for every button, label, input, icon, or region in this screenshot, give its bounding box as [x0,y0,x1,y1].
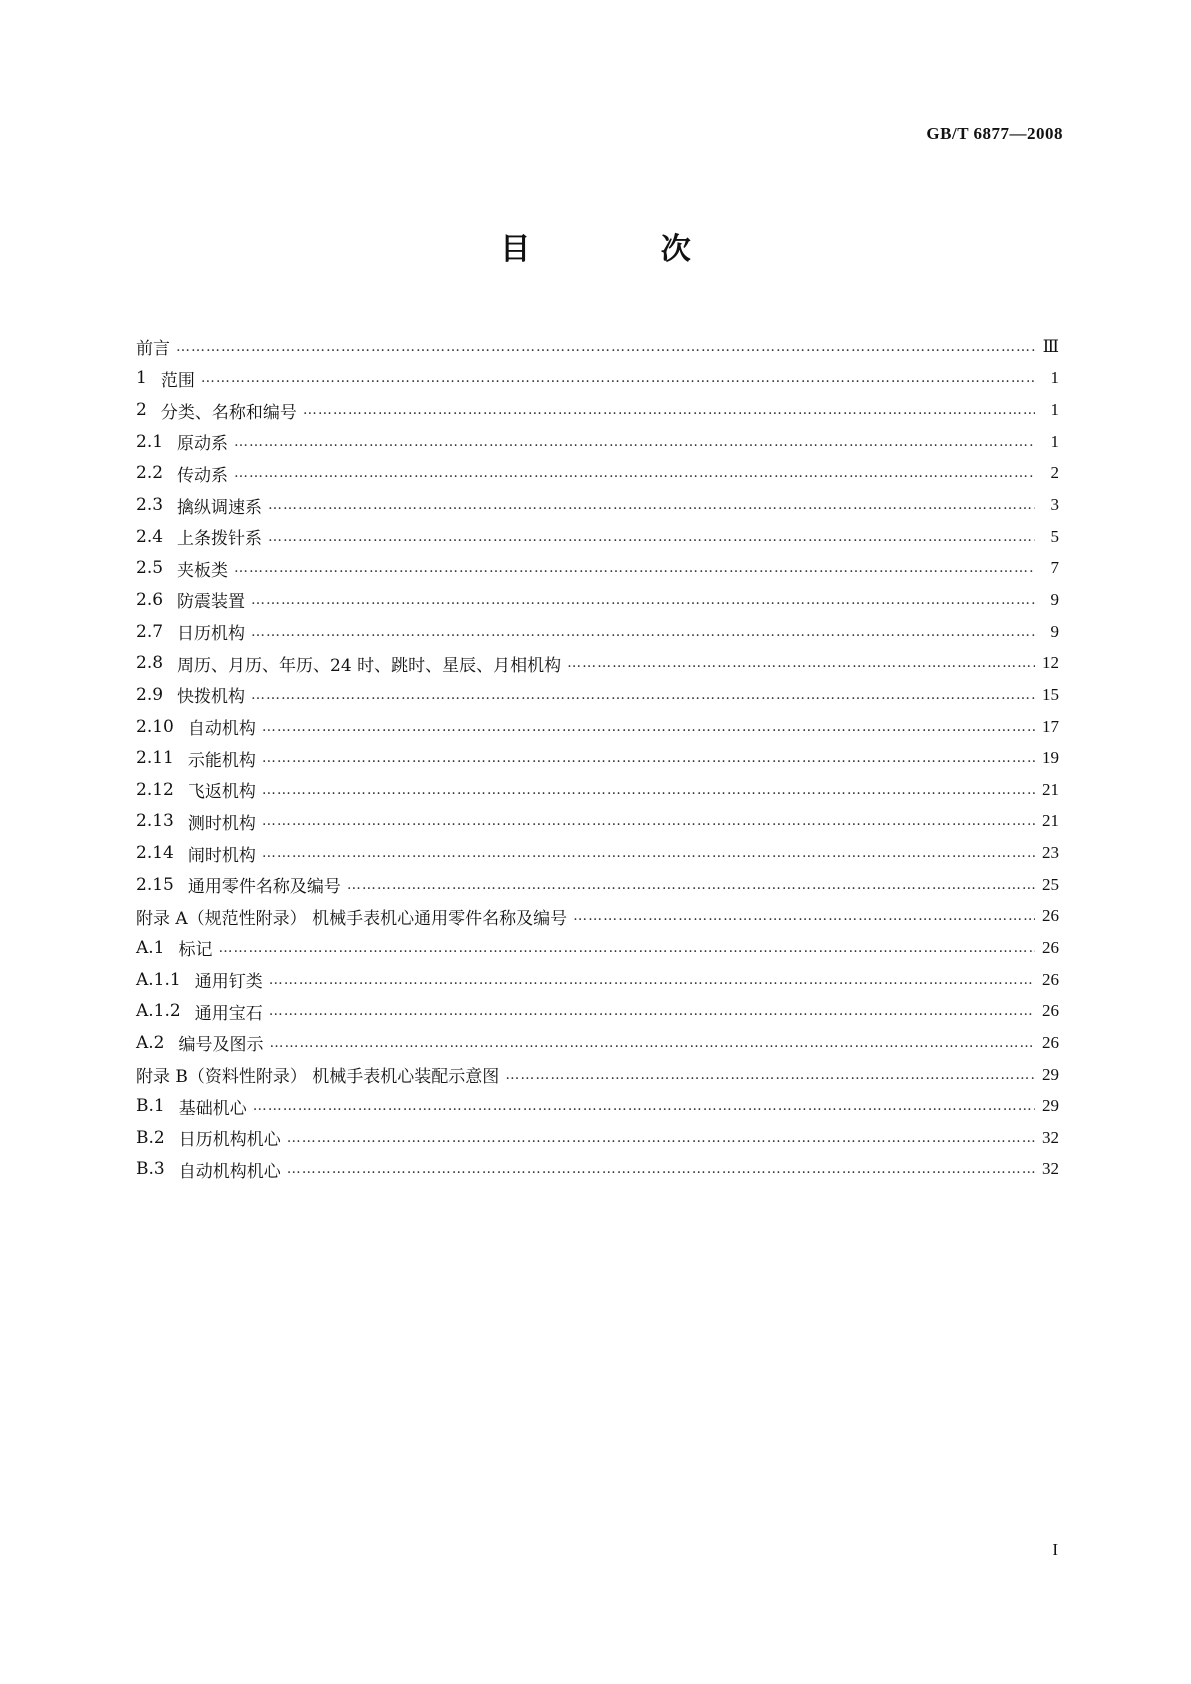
toc-dot-leader [287,1130,1035,1146]
toc-entry-number: B.1 [136,1096,165,1117]
page-number: I [1052,1540,1058,1559]
toc-entry-number: 2.10 [136,716,174,737]
toc-dot-leader [262,719,1035,735]
toc-entry[interactable] [136,363,1059,395]
toc-entry-page: 5 [1050,526,1059,546]
toc-dot-leader [505,1067,1035,1083]
toc-entry-page: 26 [1042,937,1059,957]
toc-dot-leader [176,339,1035,355]
toc-entry-number: 2.6 [136,589,164,610]
toc-entry-title: 通用钉类 [194,972,263,993]
toc-entry-page: 2 [1050,463,1059,483]
toc-entry[interactable] [136,901,1059,933]
toc-entry[interactable] [136,458,1059,490]
toc-entry[interactable] [136,616,1059,648]
toc-entry-title: 飞返机构 [187,782,256,803]
toc-entry-number: 2.1 [136,431,164,452]
toc-entry-number: 2.2 [136,463,164,484]
toc-entry-number: 2 [136,400,147,421]
toc-dot-leader [269,1003,1035,1019]
toc-entry-page: 29 [1042,1096,1059,1116]
toc-entry[interactable] [136,742,1059,774]
toc-entry-title: 通用零件名称及编号 [187,877,341,898]
toc-entry-page: 17 [1042,716,1059,736]
toc-entry[interactable] [136,1027,1059,1059]
standard-number: GB/T 6877—2008 [926,124,1063,143]
toc-entry-number: A.2 [136,1032,165,1053]
toc-entry-number: 2.14 [136,843,174,864]
toc-entry[interactable] [136,869,1059,901]
toc-entry-page: 19 [1042,748,1059,768]
toc-entry[interactable] [136,489,1059,521]
toc-entry[interactable] [136,1059,1059,1091]
toc-entry-title: 测时机构 [187,813,256,834]
toc-entry-page: 9 [1050,589,1059,609]
toc-entry[interactable] [136,995,1059,1027]
toc-entry-number: A.1 [136,937,165,958]
toc-entry-page: 9 [1050,621,1059,641]
toc-entry-title: 基础机心 [178,1098,247,1119]
toc-dot-leader [219,940,1036,956]
toc-entry-title: 附录 B（资料性附录） 机械手表机心装配示意图 [136,1067,500,1088]
toc-dot-leader [262,813,1035,829]
toc-dot-leader [262,782,1035,798]
toc-entry[interactable] [136,711,1059,743]
toc-dot-leader [262,845,1035,861]
toc-entry-page: 7 [1050,558,1059,578]
toc-entry-page: 21 [1042,811,1059,831]
toc-entry-page: 12 [1042,653,1059,673]
toc-entry-number: 2.5 [136,558,164,579]
toc-entry-number: 2.12 [136,779,174,800]
toc-entry-title: 擒纵调速系 [177,497,263,518]
toc-entry-number: 2.13 [136,811,174,832]
toc-entry[interactable] [136,552,1059,584]
toc-dot-leader [287,1161,1035,1177]
toc-entry-page: 26 [1042,906,1059,926]
toc-entry-title: 前言 [136,339,170,360]
toc-entry-title: 防震装置 [177,592,246,613]
toc-dot-leader [262,750,1035,766]
toc-entry-page: 1 [1050,368,1059,388]
toc-entry-number: 2.8 [136,653,164,674]
toc-dot-leader [270,1035,1036,1051]
toc-entry-number: A.1.1 [136,969,181,990]
toc-entry-title: 自动机构机心 [178,1161,281,1182]
toc-dot-leader [234,465,1035,481]
toc-entry-title: 附录 A（规范性附录） 机械手表机心通用零件名称及编号 [136,908,568,929]
toc-dot-leader [268,529,1035,545]
toc-dot-leader [268,497,1035,513]
toc-dot-leader [234,560,1035,576]
toc-entry-number: 2.15 [136,874,174,895]
toc-entry-title: 夹板类 [177,560,229,581]
toc-entry-title: 通用宝石 [194,1003,263,1024]
toc-entry[interactable] [136,426,1059,458]
toc-entry-title: 周历、月历、年历、24 时、跳时、星辰、月相机构 [177,655,562,676]
toc-entry[interactable] [136,1122,1059,1154]
toc-entry-title: 传动系 [177,465,229,486]
toc-entry-title: 快拨机构 [177,687,246,708]
toc-dot-leader [251,687,1035,703]
toc-entry-title: 标记 [178,940,213,961]
toc-entry-page: 25 [1042,874,1059,894]
toc-entry-page: 15 [1042,684,1059,704]
toc-dot-leader [234,434,1035,450]
toc-entry-title: 日历机构 [177,624,246,645]
toc-entry[interactable] [136,331,1059,363]
toc-entry[interactable] [136,647,1059,679]
toc-entry-page: 32 [1042,1127,1059,1147]
toc-entry-number: 2.11 [136,748,174,769]
toc-entry-title: 示能机构 [187,750,256,771]
toc-entry-page: Ⅲ [1042,336,1059,356]
toc-dot-leader [573,908,1035,924]
toc-entry-title: 范围 [160,370,195,391]
toc-entry-number: B.2 [136,1127,165,1148]
toc-entry-page: 1 [1050,400,1059,420]
toc-entry-page: 26 [1042,969,1059,989]
toc-entry-number: 1 [136,368,147,389]
toc-entry[interactable] [136,1090,1059,1122]
toc-entry[interactable] [136,964,1059,996]
toc-dot-leader [201,370,1035,386]
toc-entry-page: 32 [1042,1159,1059,1179]
toc-entry[interactable] [136,837,1059,869]
toc-entry-page: 21 [1042,779,1059,799]
toc-entry[interactable] [136,1154,1059,1186]
toc-entry-page: 26 [1042,1001,1059,1021]
toc-entry-title: 原动系 [177,434,229,455]
toc-entry-number: A.1.2 [136,1001,181,1022]
toc-entry-title: 闹时机构 [187,845,256,866]
page-title: 目 次 [500,232,751,267]
toc-entry-number: 2.4 [136,526,164,547]
toc-entry[interactable] [136,806,1059,838]
toc-entry-page: 26 [1042,1032,1059,1052]
toc-entry[interactable] [136,774,1059,806]
toc-dot-leader [347,877,1035,893]
toc-entry-title: 上条拨针系 [177,529,263,550]
toc-entry-number: 2.9 [136,684,164,705]
toc-entry-title: 自动机构 [187,719,256,739]
toc-entry-page: 23 [1042,843,1059,863]
toc-entry-page: 29 [1042,1064,1059,1084]
toc-dot-leader [251,624,1035,640]
toc-entry-title: 日历机构机心 [178,1130,281,1151]
toc-entry-number: B.3 [136,1159,165,1180]
toc-entry[interactable] [136,394,1059,426]
toc-entry[interactable] [136,521,1059,553]
toc-entry-page: 3 [1050,495,1059,515]
toc-entry[interactable] [136,584,1059,616]
table-of-contents [136,331,1059,1185]
toc-dot-leader [567,655,1035,671]
toc-entry-page: 1 [1050,431,1059,451]
toc-entry-number: 2.7 [136,621,164,642]
toc-dot-leader [253,1098,1035,1114]
toc-dot-leader [303,402,1035,418]
toc-entry-title: 分类、名称和编号 [160,402,297,423]
toc-dot-leader [251,592,1035,608]
toc-entry[interactable] [136,679,1059,711]
toc-entry-title: 编号及图示 [178,1035,264,1056]
toc-entry[interactable] [136,932,1059,964]
toc-entry-number: 2.3 [136,495,164,516]
toc-dot-leader [269,972,1035,988]
